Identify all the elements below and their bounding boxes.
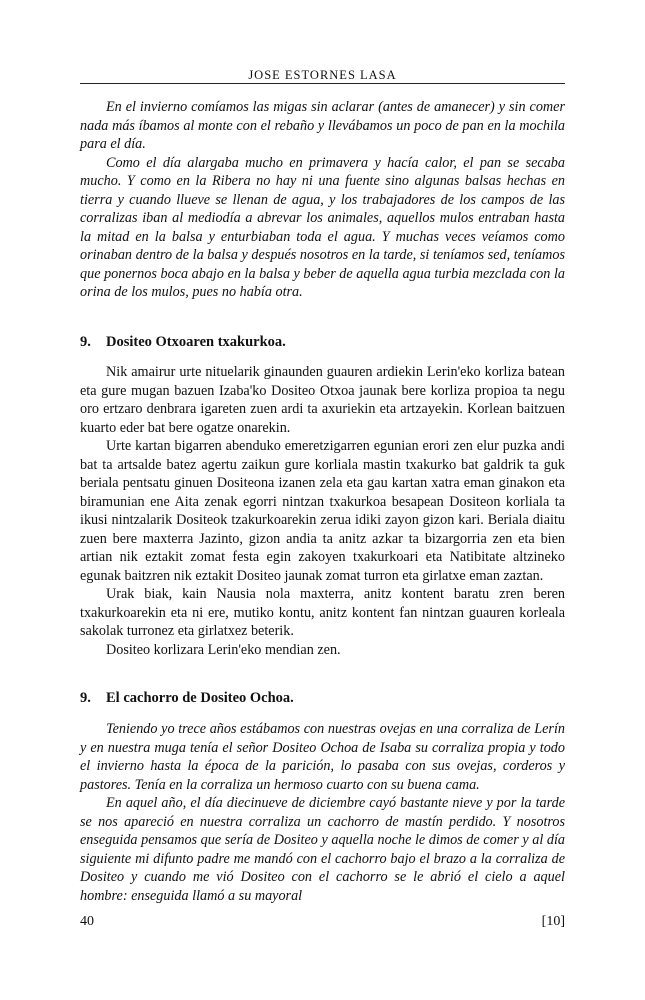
running-header: JOSE ESTORNES LASA	[248, 68, 397, 82]
section-body-spanish	[80, 720, 565, 905]
paragraph: Nik amairur urte nituelarik ginaunden guauren ardiekin Lerin'eko korliza batean eta gure mugan bazuen Izaba'ko Dositeo Otxoa jaunak bere korliza propioa ta negu oro ertzaro denbrara igareten zuen ardi ta axuriekin eta artzayekin. Korlean baitzuen kuarto eder bat bere ogatze onarekin.	[80, 364, 565, 436]
section-title: El cachorro de Dositeo Ochoa.	[106, 690, 294, 706]
section-number: 9.	[80, 690, 91, 706]
paragraph: Teniendo yo trece años estábamos con nuestras ovejas en una corraliza de Lerín y en nuestra muga tenía el señor Dositeo Ochoa de Isaba su corraliza propia y todo el invierno hasta la época de la parición, lo pasaba con sus ovejas, corderos y pastores. Tenía en la corraliza un hermoso cuarto con su buena cama.	[80, 721, 565, 793]
section-heading-spanish	[80, 690, 294, 707]
page-reference: [10]	[541, 914, 565, 929]
paragraph: Urak biak, kain Nausia nola maxterra, anitz kontent baratu zren beren txakurkoarekin eta ni ere, mutiko kontu, anitz kontent fan nintzan guauren korleala sakolak turronez eta girlatxez beterik.	[80, 586, 565, 639]
header-rule	[80, 83, 565, 84]
section-number: 9.	[80, 334, 91, 350]
paragraph: Como el día alargaba mucho en primavera y hacía calor, el pan se secaba mucho. Y como en la Ribera no hay ni una fuente sino algunas balsas hechas en tierra y cuando llueve se llenan de agua, y los trabajadores de los campos de las corralizas iban al mediodía a abrevar los animales, aquellos mulos entraban hasta la mitad en la balsa y enturbiaban toda el agua. Y muchas veces veíamos como orinaban dentro de la balsa y después nosotros en la tarde, si teníamos sed, teníamos que ponernos boca abajo en la balsa y beber de aquella agua turbia mezclada con la orina de los mulos, pues no había otra.	[80, 154, 565, 300]
paragraph: En el invierno comíamos las migas sin aclarar (antes de amanecer) y sin comer nada más íbamos al monte con el rebaño y llevábamos un poco de pan en la mochila para el día.	[80, 99, 565, 152]
paragraph: Urte kartan bigarren abenduko emeretzigarren egunian erori zen elur puzka andi bat ta artsalde batez agertu zaikun gure korliala mastin txakurko bat galdrik ta guk beriala pentsatu ginuen Dositeona izanen zela eta gau kartan xatra eman ginakon eta biramunian ene Aita zenak egorri nintzan txakurkoa besapean Dositeon korliala ta ikusi nintzalarik Dositeok tzakurkoarekin zerua idiki zayon gizon kari. Beriala diaitu zuen bere maxterra Jazinto, gizon andia ta anitz azkar ta bizargorria zen eta bien artian nik eztakit zomat festa egin zakoyen txakurkoari eta Natibitate altzineko egunak baitzren nik eztakit Dositeo jaunak zomat turron eta girlatxe eman zaztan.	[80, 438, 565, 584]
paragraph: Dositeo korlizara Lerin'eko mendian zen.	[106, 641, 341, 658]
section-body-basque	[80, 363, 565, 659]
page-number: 40	[80, 914, 94, 929]
paragraph: En aquel año, el día diecinueve de diciembre cayó bastante nieve y por la tarde se nos apareció en nuestra corraliza un cachorro de mastín perdido. Y nosotros enseguida pensamos que sería de Dositeo y aquella noche le dimos de comer y al día siguiente mi difunto padre me mandó con el cachorro bajo el brazo a la corraliza de Dositeo y cuando me vió Dositeo con el cachorro se le abrió el cielo a aquel hombre: enseguida llamó a su mayoral	[80, 795, 565, 904]
intro-text-spanish	[80, 98, 565, 302]
section-title: Dositeo Otxoaren txakurkoa.	[106, 334, 286, 350]
section-heading-basque	[80, 334, 286, 351]
